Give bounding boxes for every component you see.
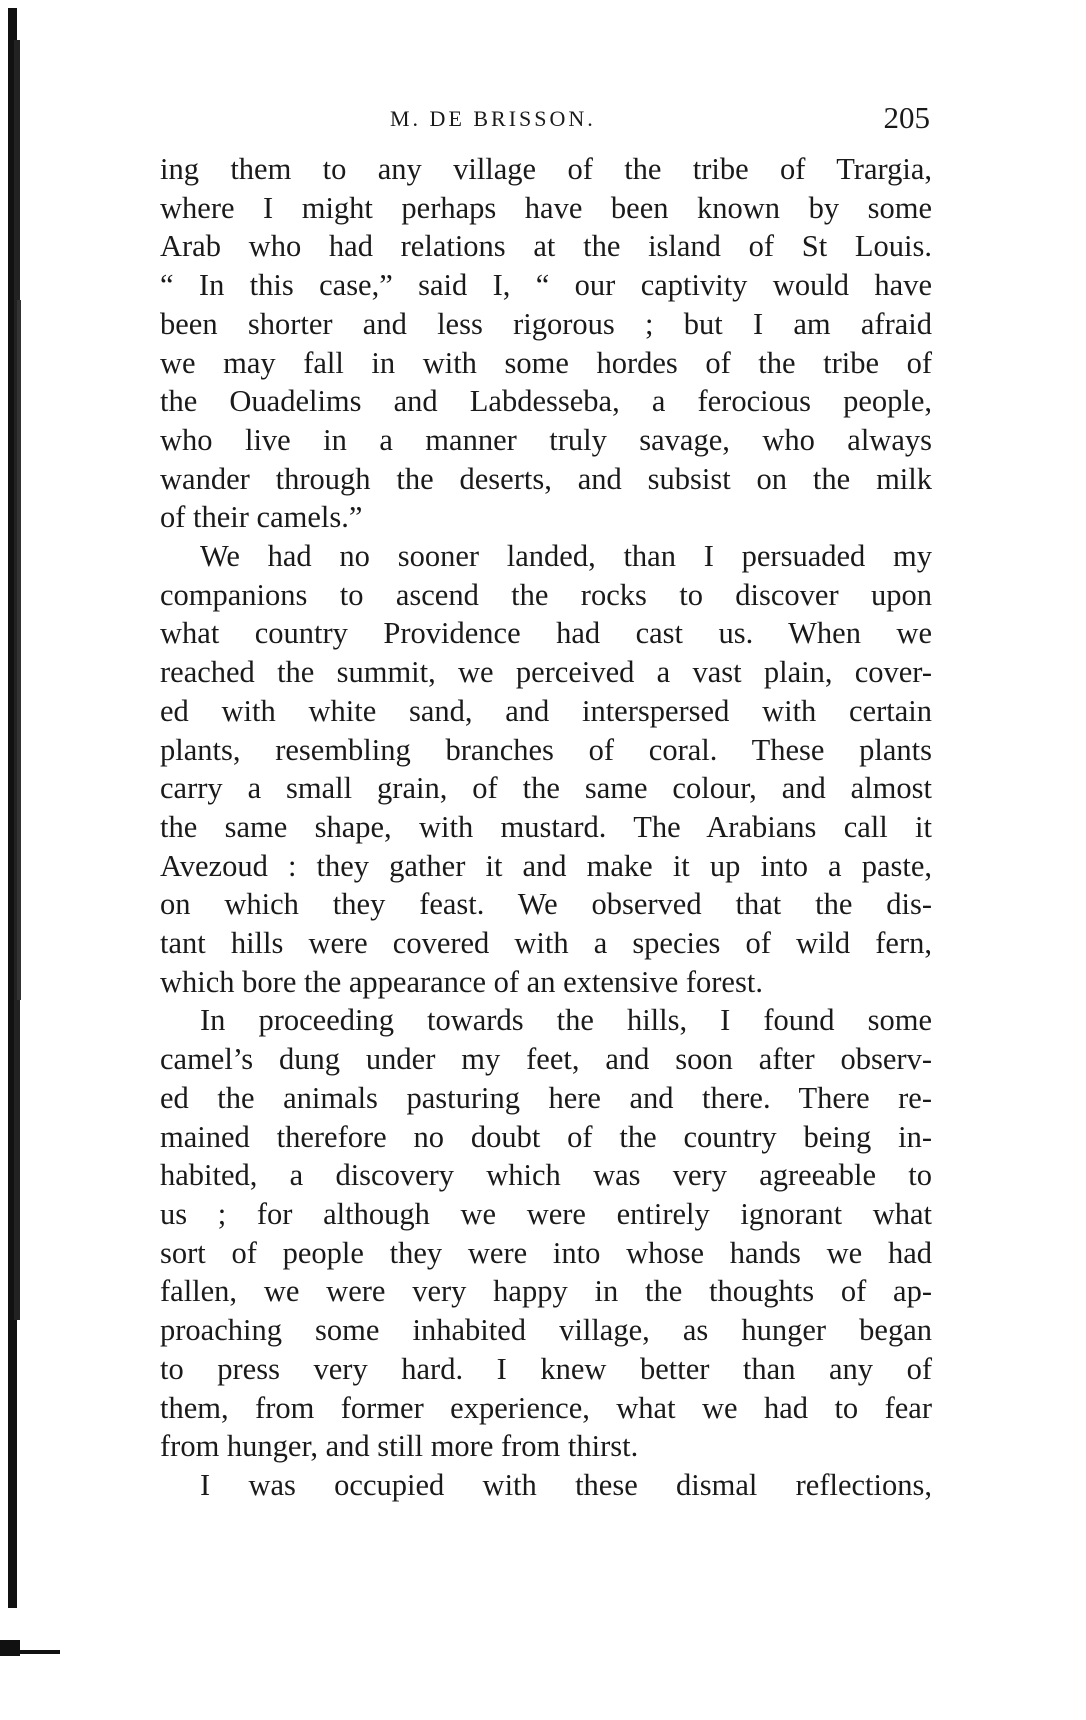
text-line: “ In this case,” said I, “ our captivity would have (160, 268, 932, 303)
text-line: companions to ascend the rocks to discover upon (160, 577, 932, 612)
text-line: we may fall in with some hordes of the tribe of (160, 345, 932, 380)
text-line: wander through the deserts, and subsist on the milk (160, 461, 932, 496)
text-line: them, from former experience, what we had to fear (160, 1390, 932, 1425)
text-line: what country Providence had cast us. When we (160, 616, 932, 651)
text-line: been shorter and less rigorous ; but I am afraid (160, 306, 932, 341)
text-line: We had no sooner landed, than I persuaded my (200, 539, 932, 574)
text-line: which bore the appearance of an extensive forest. (160, 964, 763, 999)
text-line: camel’s dung under my feet, and soon after observ- (160, 1042, 932, 1077)
text-line: from hunger, and still more from thirst. (160, 1429, 639, 1464)
text-line: proaching some inhabited village, as hunger began (160, 1313, 932, 1348)
text-line: reached the summit, we perceived a vast plain, cover- (160, 655, 932, 690)
text-line: fallen, we were very happy in the thoughts of ap- (160, 1274, 932, 1309)
text-line: the same shape, with mustard. The Arabians call it (160, 809, 932, 844)
text-line: of their camels.” (160, 500, 363, 535)
text-line: where I might perhaps have been known by some (160, 190, 932, 225)
text-line: In proceeding towards the hills, I found some (200, 1003, 932, 1038)
running-head: M. DE BRISSON. (390, 106, 596, 131)
paragraph (160, 150, 932, 537)
text-line: who live in a manner truly savage, who always (160, 422, 932, 457)
page-header (160, 100, 930, 140)
text-line: to press very hard. I knew better than any of (160, 1351, 932, 1386)
text-line: us ; for although we were entirely ignorant what (160, 1196, 932, 1231)
paragraph (160, 1001, 932, 1465)
text-line: the Ouadelims and Labdesseba, a ferocious people, (160, 384, 932, 419)
text-line: habited, a discovery which was very agreeable to (160, 1158, 932, 1193)
text-line: Arab who had relations at the island of St Louis. (160, 229, 932, 264)
page-number: 205 (883, 100, 930, 135)
text-line: I was occupied with these dismal reflections, (200, 1467, 932, 1502)
page-edge-shadow (0, 0, 60, 1720)
text-line: tant hills were covered with a species of wild fern, (160, 926, 932, 961)
text-line: ed with white sand, and interspersed with certain (160, 693, 932, 728)
text-line: ing them to any village of the tribe of Trargia, (160, 152, 932, 186)
text-line: plants, resembling branches of coral. These plants (160, 732, 932, 767)
body-text (160, 150, 932, 1505)
text-line: sort of people they were into whose hands we had (160, 1235, 932, 1270)
text-line: mained therefore no doubt of the country being in- (160, 1119, 932, 1154)
paragraph (160, 1466, 932, 1505)
text-line: on which they feast. We observed that the dis- (160, 887, 932, 922)
paragraph (160, 537, 932, 1001)
text-line: carry a small grain, of the same colour, and almost (160, 771, 932, 806)
text-line: Avezoud : they gather it and make it up into a paste, (160, 848, 932, 883)
text-line: ed the animals pasturing here and there. There re- (160, 1080, 932, 1115)
